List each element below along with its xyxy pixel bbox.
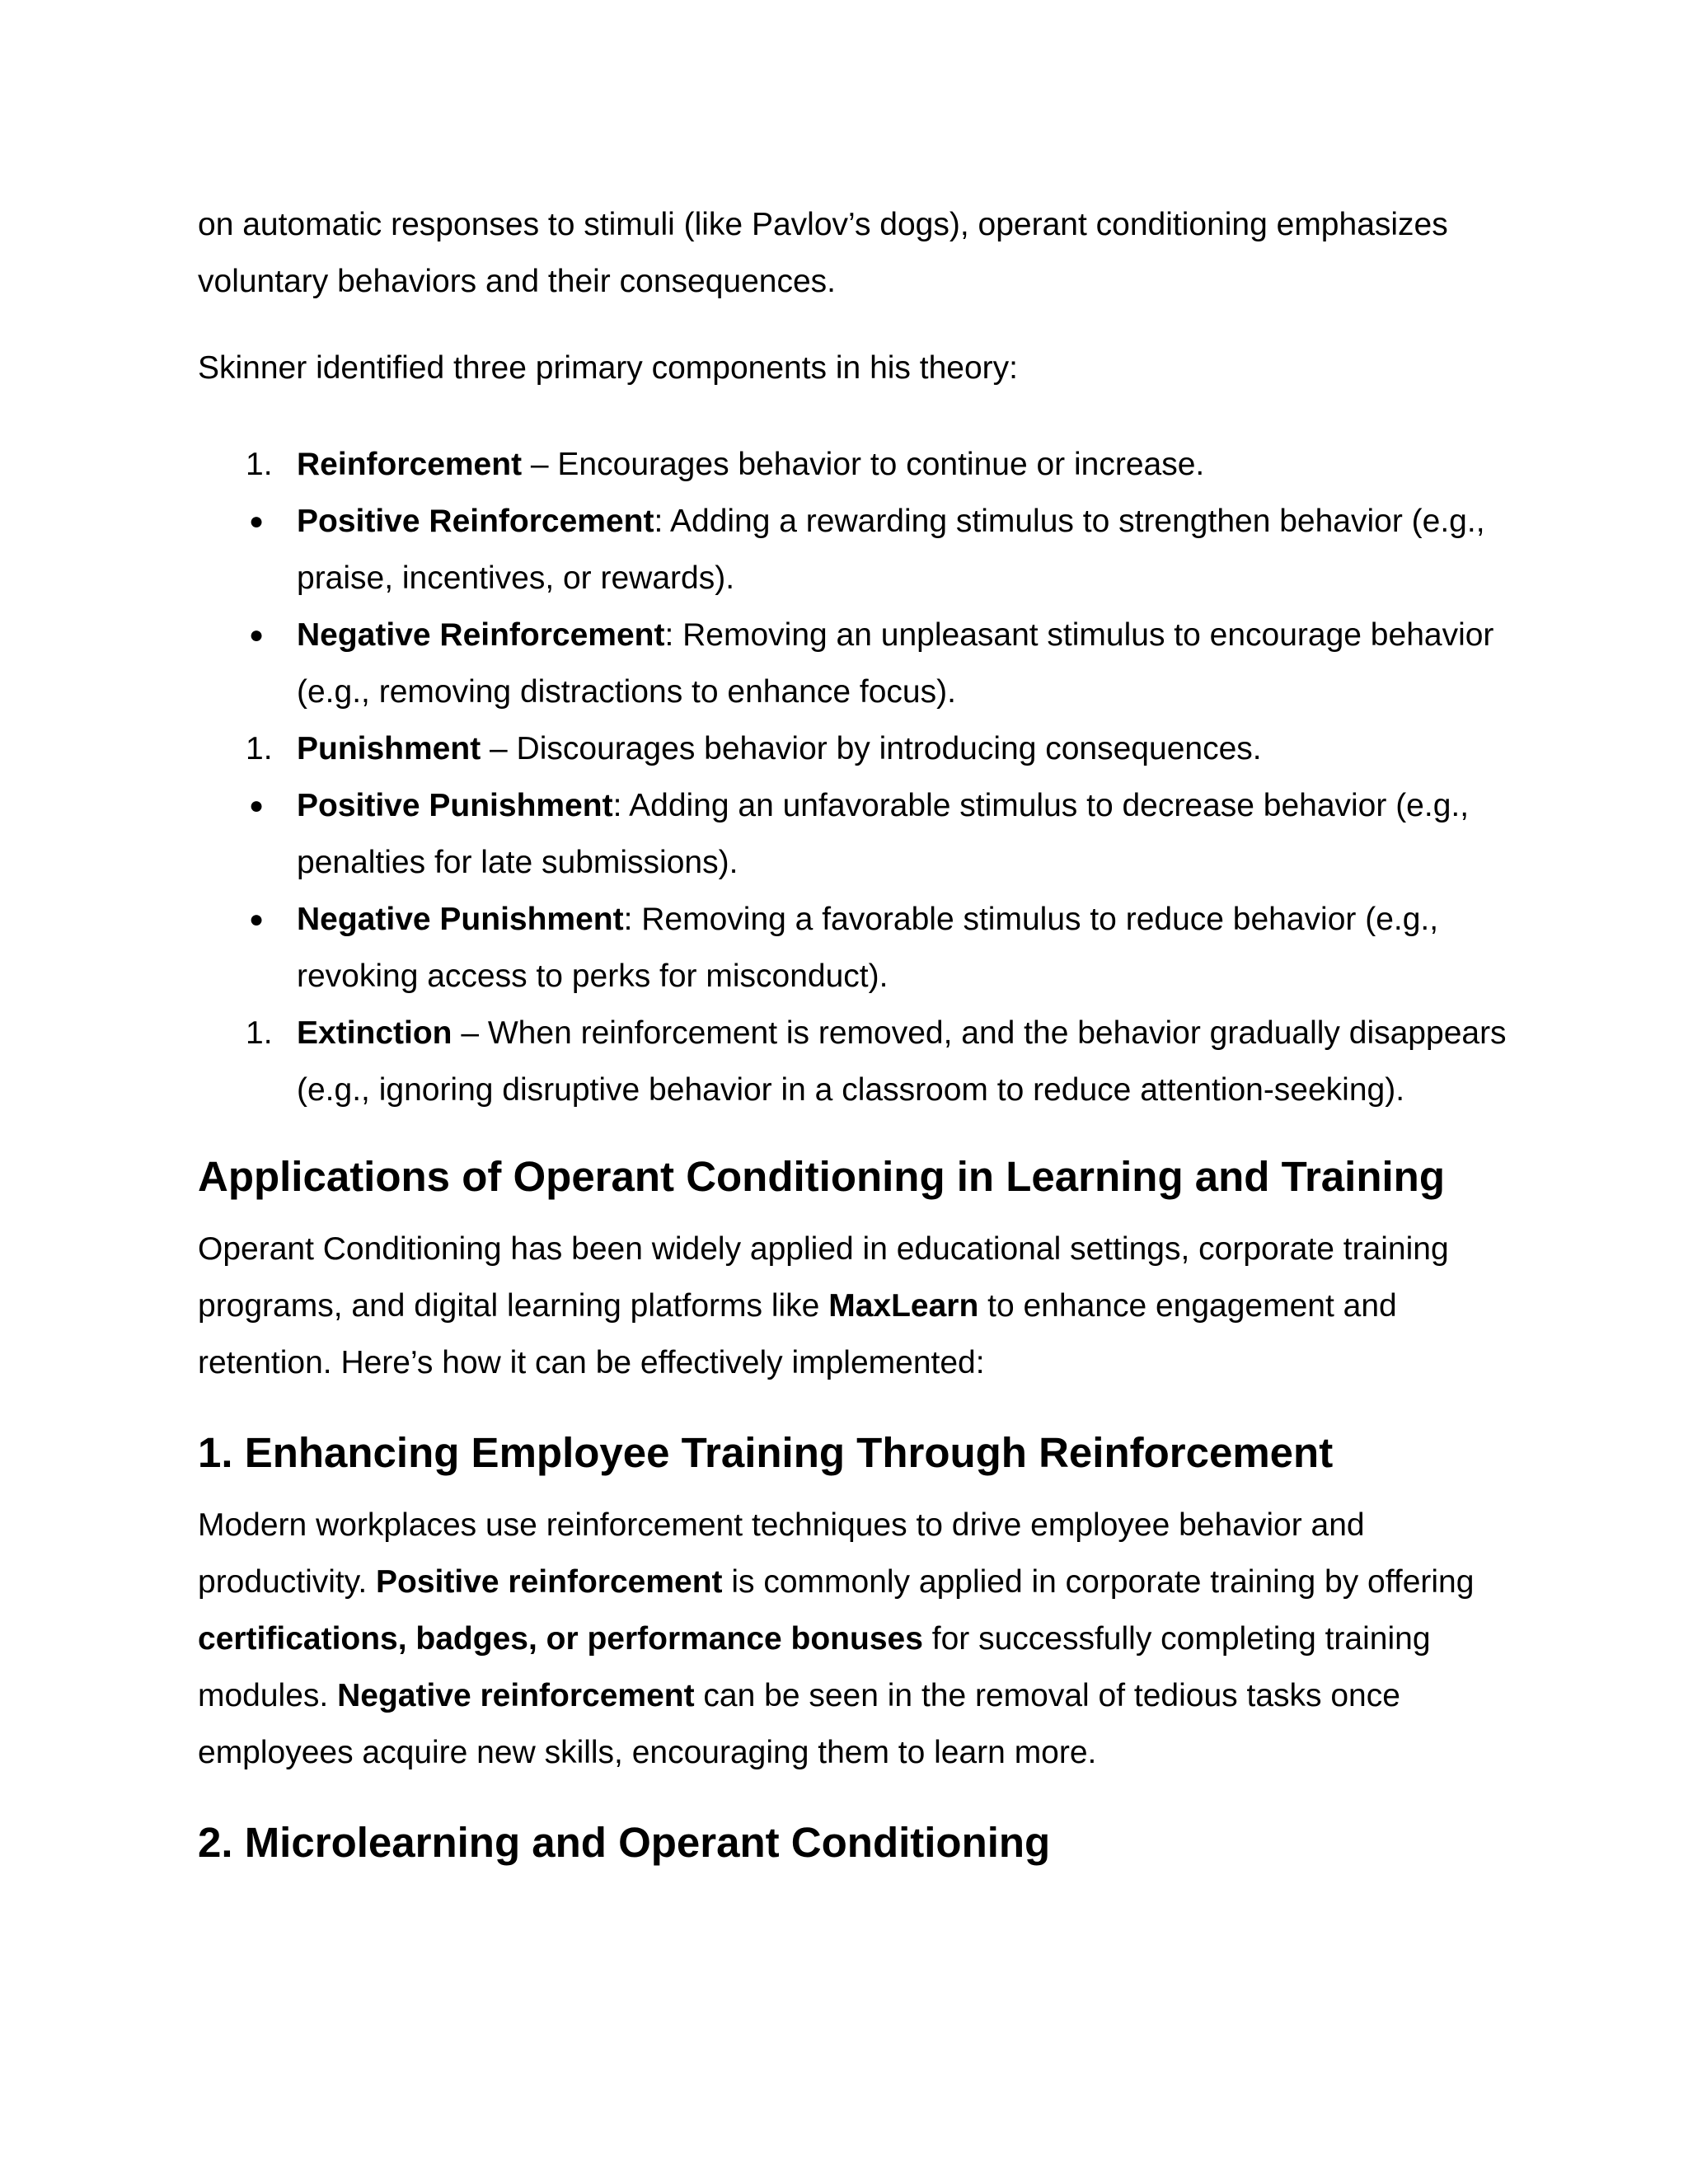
paragraph-text: for successfully completing training modules.: [198, 1621, 1431, 1713]
section-paragraph: [198, 1497, 1517, 1781]
list-item: [198, 493, 1517, 607]
section-heading: 1. Enhancing Employee Training Through Reinforcement: [198, 1429, 1334, 1476]
bullet-icon: ●: [249, 906, 265, 933]
document-body: [198, 196, 1517, 1872]
list-item: [198, 607, 1517, 720]
bullet-icon: ●: [249, 508, 265, 535]
definition: : Adding an unfavorable stimulus to decrease behavior (e.g., penalties for late submissions).: [297, 788, 1470, 880]
list-number: 1.: [246, 1015, 273, 1051]
applications-paragraph: [198, 1221, 1517, 1391]
term: Negative Punishment: [297, 902, 624, 937]
list-item: [198, 891, 1517, 1005]
definition: : Removing an unpleasant stimulus to encourage behavior (e.g., removing distractions to enhance focus).: [297, 617, 1494, 710]
paragraph-text: is commonly applied in corporate training by offering: [722, 1564, 1475, 1600]
definition: – When reinforcement is removed, and the behavior gradually disappears (e.g., ignoring disruptive behavior in a classroom to reduce attention-seeking).: [297, 1015, 1507, 1108]
list-item: [198, 777, 1517, 891]
intro-paragraph: on automatic responses to stimuli (like Pavlov’s dogs), operant conditioning emphasizes voluntary behaviors and their consequences.: [198, 207, 1448, 299]
list-item: [198, 1005, 1517, 1118]
term: Positive Reinforcement: [297, 504, 654, 539]
section-heading: 2. Microlearning and Operant Conditioning: [198, 1819, 1051, 1866]
list-item: [198, 436, 1517, 493]
definition: – Encourages behavior to continue or increase.: [522, 447, 1205, 482]
brand-name: MaxLearn: [828, 1288, 979, 1324]
definition: : Adding a rewarding stimulus to strengthen behavior (e.g., praise, incentives, or rewards).: [297, 504, 1485, 596]
bullet-icon: ●: [249, 621, 265, 649]
term: Reinforcement: [297, 447, 523, 482]
term: Punishment: [297, 731, 481, 766]
applications-heading: Applications of Operant Conditioning in Learning and Training: [198, 1153, 1445, 1200]
emphasis-text: certifications, badges, or performance bonuses: [198, 1621, 923, 1657]
list-item: [198, 720, 1517, 777]
applications-text: to enhance engagement and retention. Here’s how it can be effectively implemented:: [198, 1288, 1397, 1380]
term: Extinction: [297, 1015, 452, 1051]
emphasis-text: Positive reinforcement: [376, 1564, 723, 1600]
bullet-icon: ●: [249, 792, 265, 819]
paragraph-text: can be seen in the removal of tedious tasks once employees acquire new skills, encouraging them to learn more.: [198, 1678, 1400, 1770]
term: Negative Reinforcement: [297, 617, 665, 653]
paragraph-text: Modern workplaces use reinforcement techniques to drive employee behavior and productivity.: [198, 1507, 1365, 1600]
list-number: 1.: [246, 447, 273, 482]
applications-text: Operant Conditioning has been widely applied in educational settings, corporate training programs, and digital learning platforms like: [198, 1231, 1449, 1324]
definition: – Discourages behavior by introducing consequences.: [481, 731, 1262, 766]
emphasis-text: Negative reinforcement: [337, 1678, 695, 1713]
components-list: [198, 436, 1517, 1118]
components-intro-paragraph: Skinner identified three primary components in his theory:: [198, 350, 1018, 386]
list-number: 1.: [246, 731, 273, 766]
term: Positive Punishment: [297, 788, 613, 823]
definition: : Removing a favorable stimulus to reduce behavior (e.g., revoking access to perks for misconduct).: [297, 902, 1439, 994]
